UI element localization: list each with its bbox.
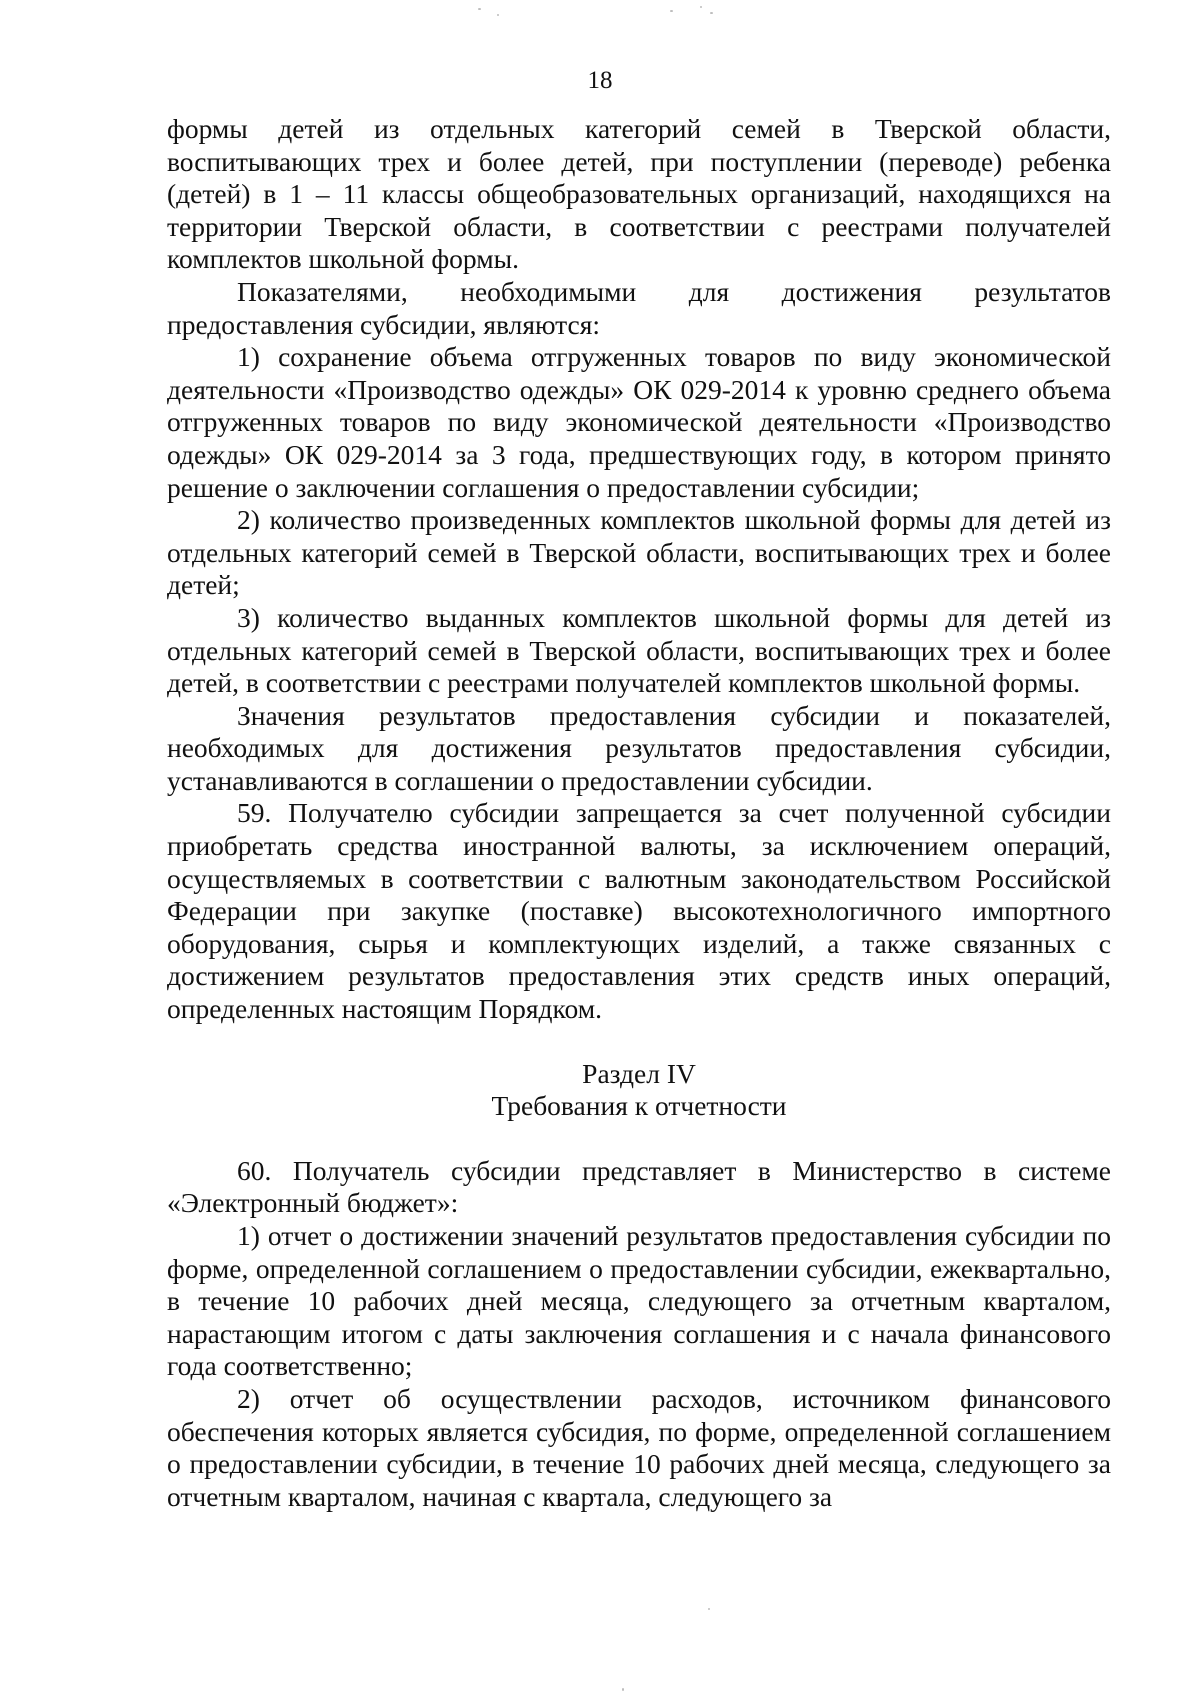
- section-header: [167, 1058, 1111, 1123]
- section-title: Требования к отчетности: [491, 1090, 787, 1122]
- scan-speck: [670, 10, 673, 12]
- scan-speck: [700, 6, 702, 8]
- scan-speck: [497, 14, 499, 16]
- clause-60-item-1: 1) отчет о достижении значений результатов предоставления субсидии по форме, определенной соглашением о предоставлении субсидии, ежеквартально, в течение 10 рабочих дней месяца, следующего за отчетным кварталом, нарастающим итогом с даты заключения соглашения и с начала финансового года соответственно;: [167, 1220, 1111, 1382]
- list-item-2: 2) количество произведенных комплектов школьной формы для детей из отдельных категорий семей в Тверской области, воспитывающих трех и более детей;: [167, 504, 1111, 601]
- clause-60-item-2: 2) отчет об осуществлении расходов, источником финансового обеспечения которых является субсидия, по форме, определенной соглашением о предоставлении субсидии, в течение 10 рабочих дней месяца, следующего за отчетным кварталом, начиная с квартала, следующего за: [167, 1382, 1111, 1512]
- list-item-1: 1) сохранение объема отгруженных товаров по виду экономической деятельности «Производство одежды» ОК 029-2014 к уровню среднего объема отгруженных товаров по виду экономической деятельности «Производство одежды» ОК 029-2014 за 3 года, предшествующих году, в котором принято решение о заключении соглашения о предоставлении субсидии;: [167, 341, 1111, 503]
- paragraph-values: Значения результатов предоставления субсидии и показателей, необходимых для достижения результатов предоставления субсидии, устанавливаются в соглашении о предоставлении субсидии.: [167, 699, 1111, 796]
- paragraph-continued: формы детей из отдельных категорий семей в Тверской области, воспитывающих трех и более детей, при поступлении (переводе) ребенка (детей) в 1 – 11 классы общеобразовательных организаций, находящихся на территории Тверской области, в соответствии с реестрами получателей комплектов школьной формы.: [167, 113, 1111, 275]
- document-body: [167, 113, 1111, 1513]
- clause-59: 59. Получателю субсидии запрещается за счет полученной субсидии приобретать средства иностранной валюты, за исключением операций, осуществляемых в соответствии с валютным законодательством Российской Федерации при закупке (поставке) высокотехнологичного импортного оборудования, сырья и комплектующих изделий, а также связанных с достижением результатов предоставления этих средств иных операций, определенных настоящим Порядком.: [167, 797, 1111, 1025]
- paragraph-indicators-intro: Показателями, необходимыми для достижения результатов предоставления субсидии, являются:: [167, 275, 1111, 340]
- page-number: 18: [587, 67, 613, 94]
- clause-60: 60. Получатель субсидии представляет в Министерство в системе «Электронный бюджет»:: [167, 1154, 1111, 1219]
- scan-speck: [622, 1688, 624, 1691]
- scan-speck: [710, 12, 713, 14]
- list-item-3: 3) количество выданных комплектов школьной формы для детей из отдельных категорий семей в Тверской области, воспитывающих трех и более детей, в соответствии с реестрами получателей комплектов школьной формы.: [167, 601, 1111, 699]
- scan-speck: [708, 1608, 710, 1610]
- section-heading: Раздел IV: [582, 1057, 696, 1089]
- scan-speck: [478, 8, 481, 10]
